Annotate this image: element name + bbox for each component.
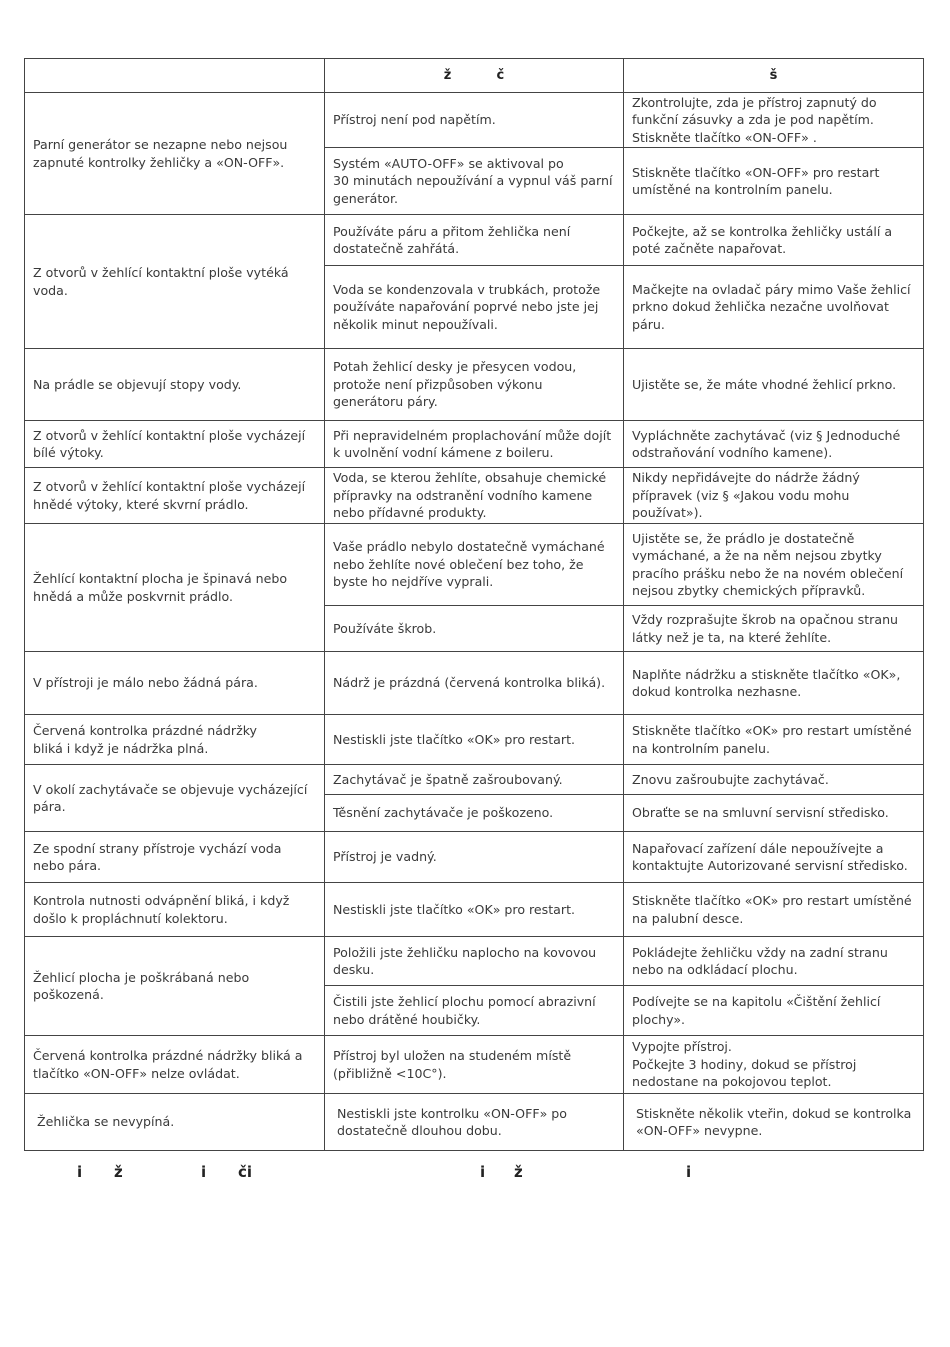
solution-cell: Mačkejte na ovladač páry mimo Vaše žehlicí prkno dokud žehlička nezačne uvolňovat páru. <box>624 266 924 349</box>
problem-cell: Kontrola nutnosti odvápnění bliká, i když došlo k propláchnutí kolektoru. <box>25 883 325 937</box>
troubleshooting-table <box>24 58 924 1151</box>
cause-cell: Nestiskli jste kontrolku «ON-OFF» po dostatečně dlouhou dobu. <box>325 1094 624 1151</box>
cause-cell: Vaše prádlo nebylo dostatečně vymáchané nebo žehlíte nové oblečení bez toho, že byste ho nejdříve vyprali. <box>325 524 624 606</box>
footer-fragment: ž <box>514 1163 523 1181</box>
solution-cell: Vždy rozprašujte škrob na opačnou stranu látky než je ta, na které žehlíte. <box>624 606 924 652</box>
problem-cell: Na prádle se objevují stopy vody. <box>25 349 325 421</box>
solution-cell: Pokládejte žehličku vždy na zadní stranu nebo na odkládací plochu. <box>624 937 924 986</box>
problem-cell: Žehlící kontaktní plocha je špinavá nebo hnědá a může poskvrnit prádlo. <box>25 524 325 652</box>
table-row <box>25 349 924 421</box>
solution-cell: Ujistěte se, že prádlo je dostatečně vymáchané, a že na něm nejsou zbytky pracího prášku nebo že na novém oblečení nejsou zbytky chemických přípravků. <box>624 524 924 606</box>
cause-cell: Přístroj byl uložen na studeném místě (přibližně <10C°). <box>325 1036 624 1094</box>
table-row <box>25 468 924 524</box>
cause-cell: Nádrž je prázdná (červená kontrolka bliká). <box>325 652 624 715</box>
solution-cell: Znovu zašroubujte zachytávač. <box>624 765 924 795</box>
problem-cell: V přístroji je málo nebo žádná pára. <box>25 652 325 715</box>
solution-cell: Naplňte nádržku a stiskněte tlačítko «OK», dokud kontrolka nezhasne. <box>624 652 924 715</box>
cause-cell: Zachytávač je špatně zašroubovaný. <box>325 765 624 795</box>
cause-cell: Těsnění zachytávače je poškozeno. <box>325 795 624 832</box>
solution-cell: Vypláchněte zachytávač (viz § Jednoduché odstraňování vodního kamene). <box>624 421 924 468</box>
solution-cell: Napařovací zařízení dále nepoužívejte a kontaktujte Autorizované servisní středisko. <box>624 832 924 883</box>
footer-fragment: či <box>238 1163 253 1181</box>
header-solution: š <box>624 59 924 93</box>
table-row <box>25 93 924 148</box>
cause-cell: Při nepravidelném proplachování může dojít k uvolnění vodní kámene z boileru. <box>325 421 624 468</box>
cause-cell: Používáte páru a přitom žehlička není dostatečně zahřátá. <box>325 215 624 266</box>
problem-cell: Z otvorů v žehlící kontaktní ploše vycházejí hnědé výtoky, které skvrní prádlo. <box>25 468 325 524</box>
cause-cell: Voda, se kterou žehlíte, obsahuje chemické přípravky na odstranění vodního kamene nebo přídavné produkty. <box>325 468 624 524</box>
solution-cell: Stiskněte tlačítko «OK» pro restart umístěné na kontrolním panelu. <box>624 715 924 765</box>
header-cause: ž č <box>325 59 624 93</box>
table-row <box>25 1094 924 1151</box>
table-header-row <box>25 59 924 93</box>
solution-cell: Počkejte, až se kontrolka žehličky ustálí a poté začněte napařovat. <box>624 215 924 266</box>
cause-cell: Potah žehlicí desky je přesycen vodou, protože není přizpůsoben výkonu generátoru páry. <box>325 349 624 421</box>
cause-cell: Čistili jste žehlicí plochu pomocí abrazivní nebo drátěné houbičky. <box>325 986 624 1036</box>
solution-cell: Stiskněte několik vteřin, dokud se kontrolka «ON-OFF» nevypne. <box>624 1094 924 1151</box>
table-row <box>25 421 924 468</box>
footer-fragment: i <box>77 1163 83 1181</box>
cause-cell: Přístroj je vadný. <box>325 832 624 883</box>
table-row <box>25 883 924 937</box>
footer-text-fragments <box>0 1163 950 1185</box>
footer-fragment: i <box>686 1163 692 1181</box>
footer-fragment: ž <box>114 1163 123 1181</box>
cause-cell: Používáte škrob. <box>325 606 624 652</box>
solution-cell: Stiskněte tlačítko «ON-OFF» pro restart umístěné na kontrolním panelu. <box>624 148 924 215</box>
problem-cell: Ze spodní strany přístroje vychází voda nebo pára. <box>25 832 325 883</box>
problem-cell: Červená kontrolka prázdné nádržky bliká i když je nádržka plná. <box>25 715 325 765</box>
solution-cell: Vypojte přístroj. Počkejte 3 hodiny, dokud se přístroj nedostane na pokojovou teplot. <box>624 1036 924 1094</box>
footer-fragment: i <box>480 1163 486 1181</box>
table-row <box>25 765 924 795</box>
solution-cell: Zkontrolujte, zda je přístroj zapnutý do funkční zásuvky a zda je pod napětím. Stiskněte tlačítko «ON-OFF» . <box>624 93 924 148</box>
table-row <box>25 715 924 765</box>
header-problem <box>25 59 325 93</box>
footer-fragment: i <box>201 1163 207 1181</box>
table-row <box>25 832 924 883</box>
problem-cell: Žehlicí plocha je poškrábaná nebo poškozená. <box>25 937 325 1036</box>
problem-cell: Parní generátor se nezapne nebo nejsou zapnuté kontrolky žehličky a «ON-OFF». <box>25 93 325 215</box>
problem-cell: Žehlička se nevypíná. <box>25 1094 325 1151</box>
table-row <box>25 1036 924 1094</box>
table-row <box>25 215 924 266</box>
cause-cell: Nestiskli jste tlačítko «OK» pro restart. <box>325 715 624 765</box>
solution-cell: Nikdy nepřidávejte do nádrže žádný přípravek (viz § «Jakou vodu mohu používat»). <box>624 468 924 524</box>
cause-cell: Nestiskli jste tlačítko «OK» pro restart. <box>325 883 624 937</box>
table-row <box>25 652 924 715</box>
cause-cell: Přístroj není pod napětím. <box>325 93 624 148</box>
table-row <box>25 937 924 986</box>
problem-cell: Z otvorů v žehlící kontaktní ploše vytéká voda. <box>25 215 325 349</box>
cause-cell: Systém «AUTO-OFF» se aktivoval po 30 minutách nepoužívání a vypnul váš parní generátor. <box>325 148 624 215</box>
cause-cell: Voda se kondenzovala v trubkách, protože používáte napařování poprvé nebo jste jej několik minut nepoužívali. <box>325 266 624 349</box>
cause-cell: Položili jste žehličku naplocho na kovovou desku. <box>325 937 624 986</box>
problem-cell: Červená kontrolka prázdné nádržky bliká a tlačítko «ON-OFF» nelze ovládat. <box>25 1036 325 1094</box>
table-row <box>25 524 924 606</box>
solution-cell: Ujistěte se, že máte vhodné žehlicí prkno. <box>624 349 924 421</box>
solution-cell: Stiskněte tlačítko «OK» pro restart umístěné na palubní desce. <box>624 883 924 937</box>
solution-cell: Podívejte se na kapitolu «Čištění žehlicí plochy». <box>624 986 924 1036</box>
problem-cell: V okolí zachytávače se objevuje vycházející pára. <box>25 765 325 832</box>
problem-cell: Z otvorů v žehlící kontaktní ploše vycházejí bílé výtoky. <box>25 421 325 468</box>
solution-cell: Obraťte se na smluvní servisní středisko. <box>624 795 924 832</box>
